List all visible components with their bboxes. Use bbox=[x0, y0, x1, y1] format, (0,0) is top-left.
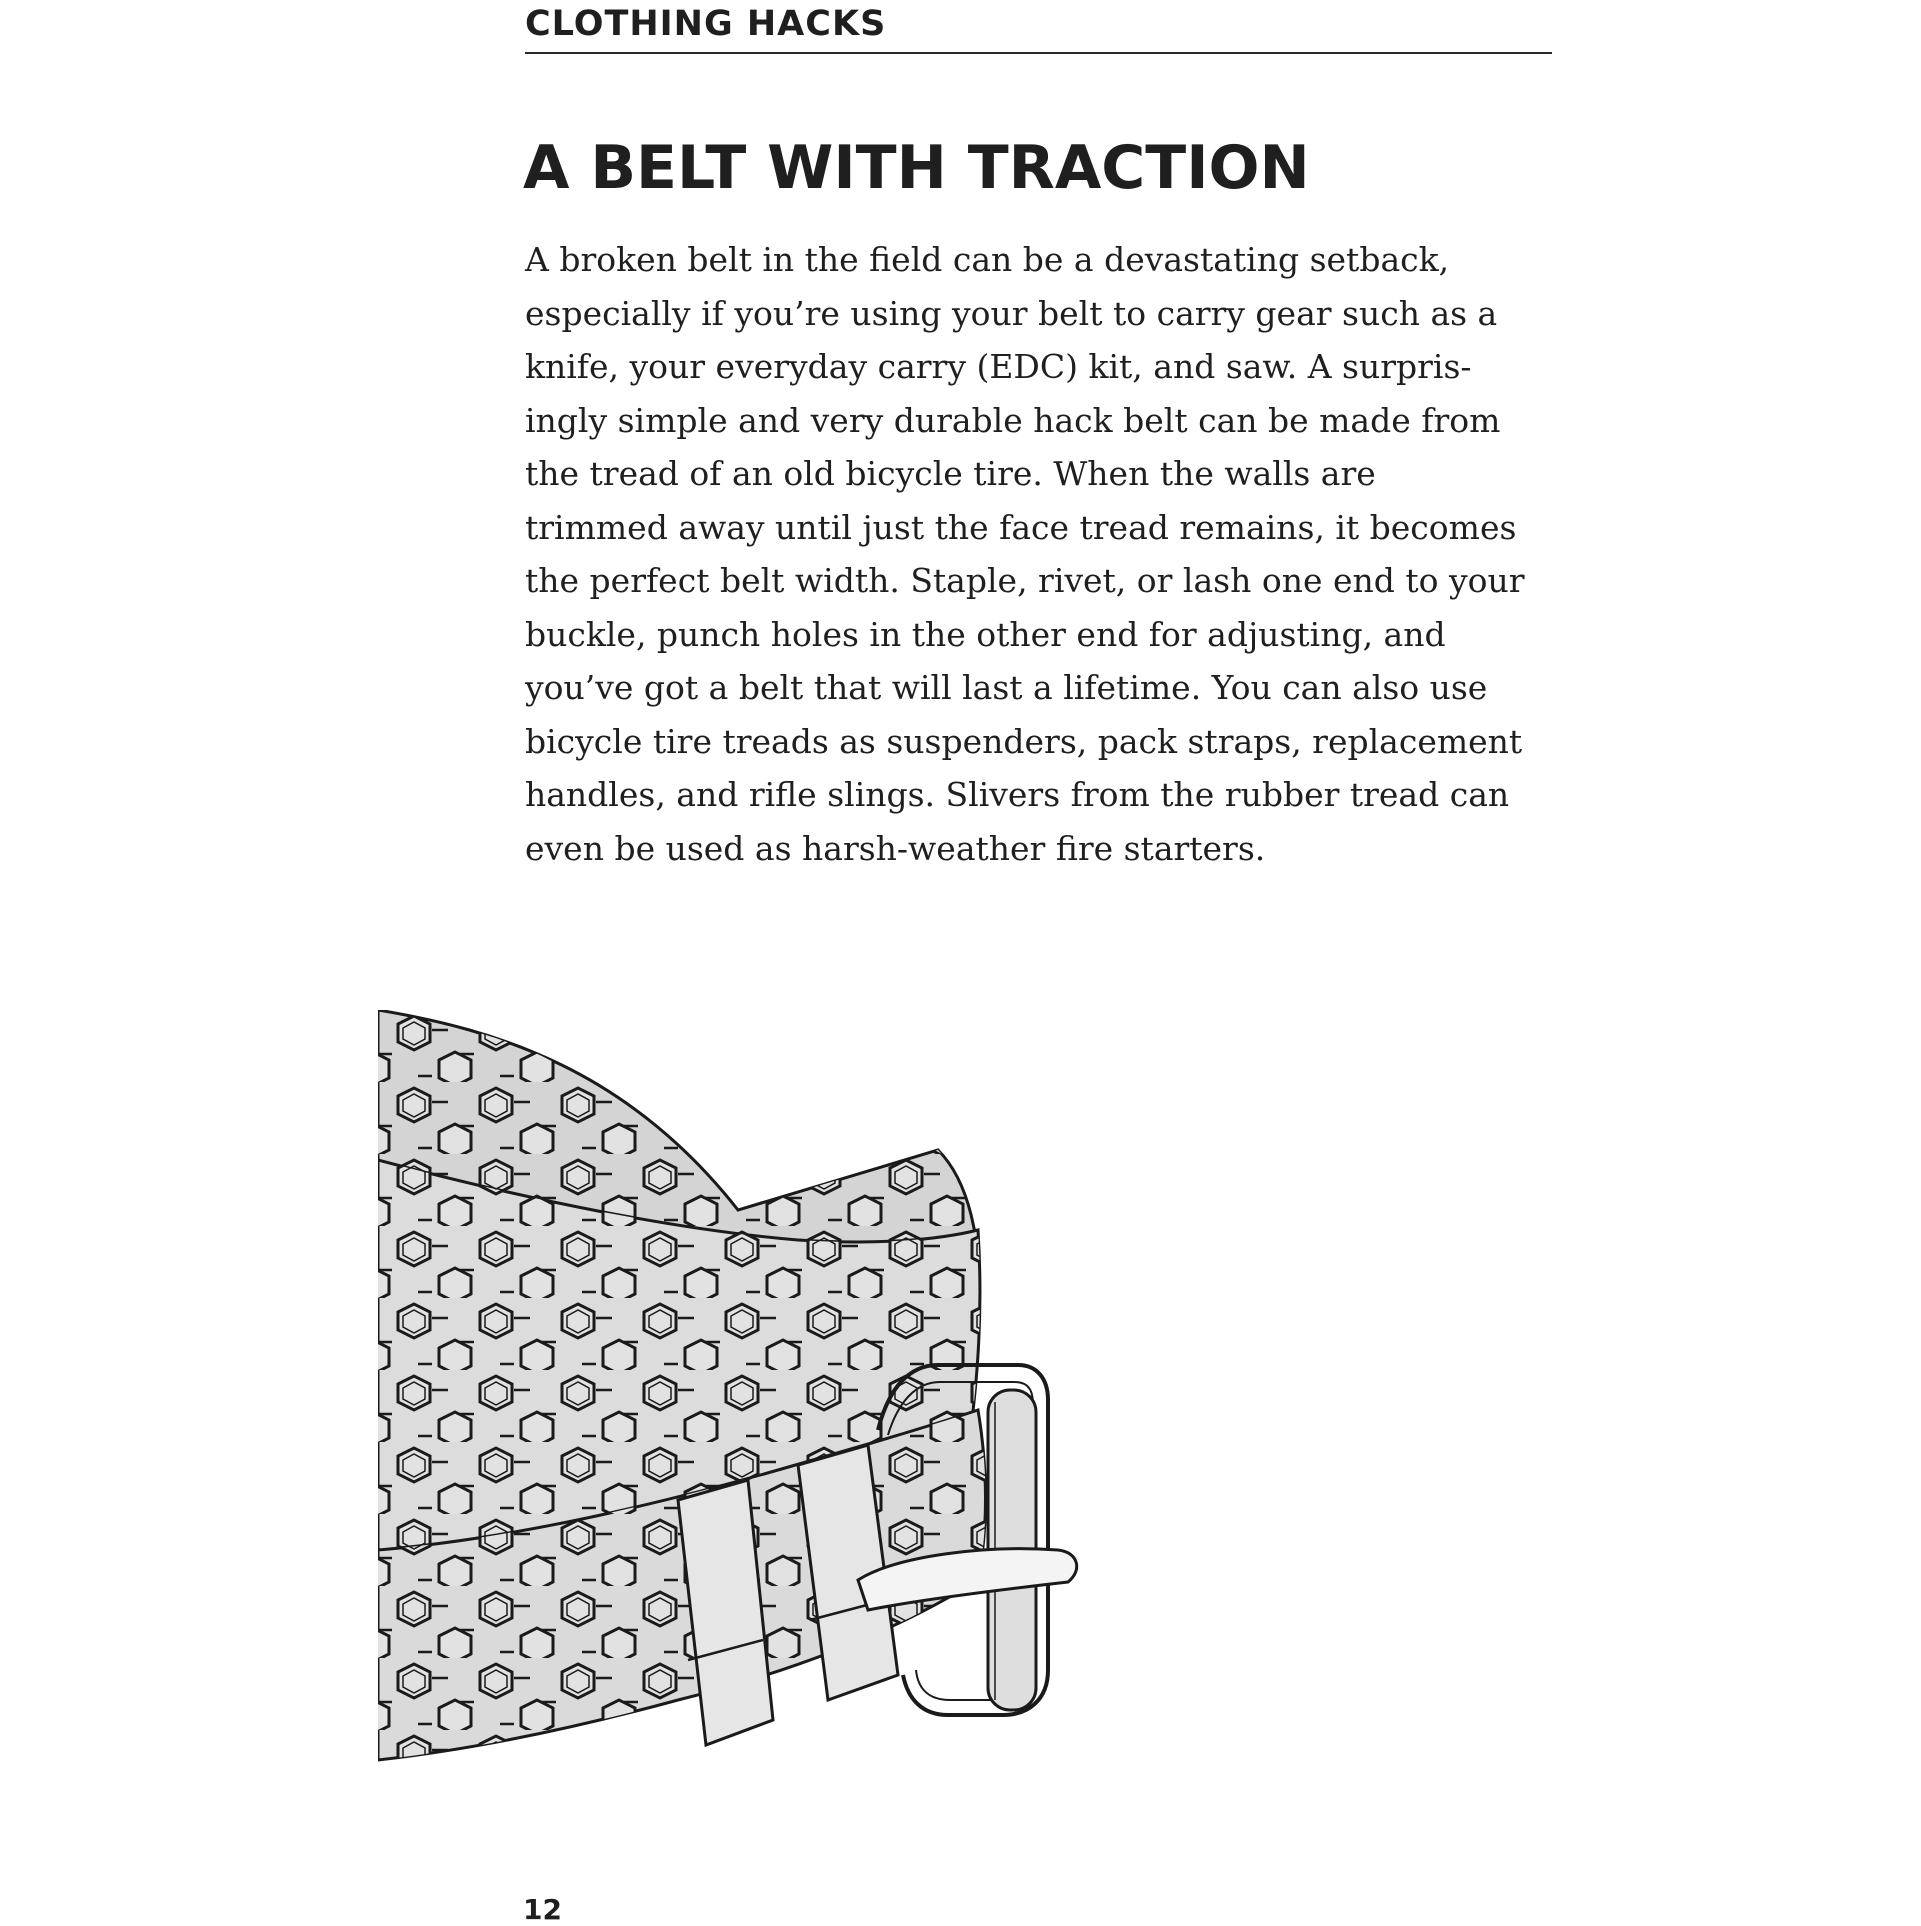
body-paragraph bbox=[525, 233, 1565, 875]
body-line: bicycle tire treads as suspenders, pack straps, replacement bbox=[525, 721, 1523, 761]
body-line: the perfect belt width. Staple, rivet, or lash one end to your bbox=[525, 561, 1525, 600]
body-line: trimmed away until just the face tread remains, it becomes bbox=[525, 507, 1517, 547]
body-line: especially if you’re using your belt to carry gear such as a bbox=[525, 293, 1498, 333]
tire-tread-belt-illustration bbox=[378, 1010, 1188, 1790]
running-head bbox=[525, 2, 1552, 54]
article-title: A BELT WITH TRACTION bbox=[523, 133, 1310, 203]
body-line: buckle, punch holes in the other end for adjusting, and bbox=[525, 614, 1446, 654]
body-line: the tread of an old bicycle tire. When the walls are bbox=[525, 454, 1376, 493]
body-line: you’ve got a belt that will last a lifetime. You can also use bbox=[525, 668, 1488, 707]
body-line: even be used as harsh-weather fire starters. bbox=[525, 828, 1266, 868]
body-line: ingly simple and very durable hack belt can be made from bbox=[525, 400, 1501, 440]
body-line: knife, your everyday carry (EDC) kit, and saw. A surpris- bbox=[525, 347, 1472, 386]
body-line: handles, and rifle slings. Slivers from the rubber tread can bbox=[525, 775, 1510, 814]
running-head-title: CLOTHING HACKS bbox=[525, 4, 887, 44]
body-line: A broken belt in the field can be a devastating setback, bbox=[525, 240, 1450, 279]
page-number: 12 bbox=[523, 1893, 562, 1926]
